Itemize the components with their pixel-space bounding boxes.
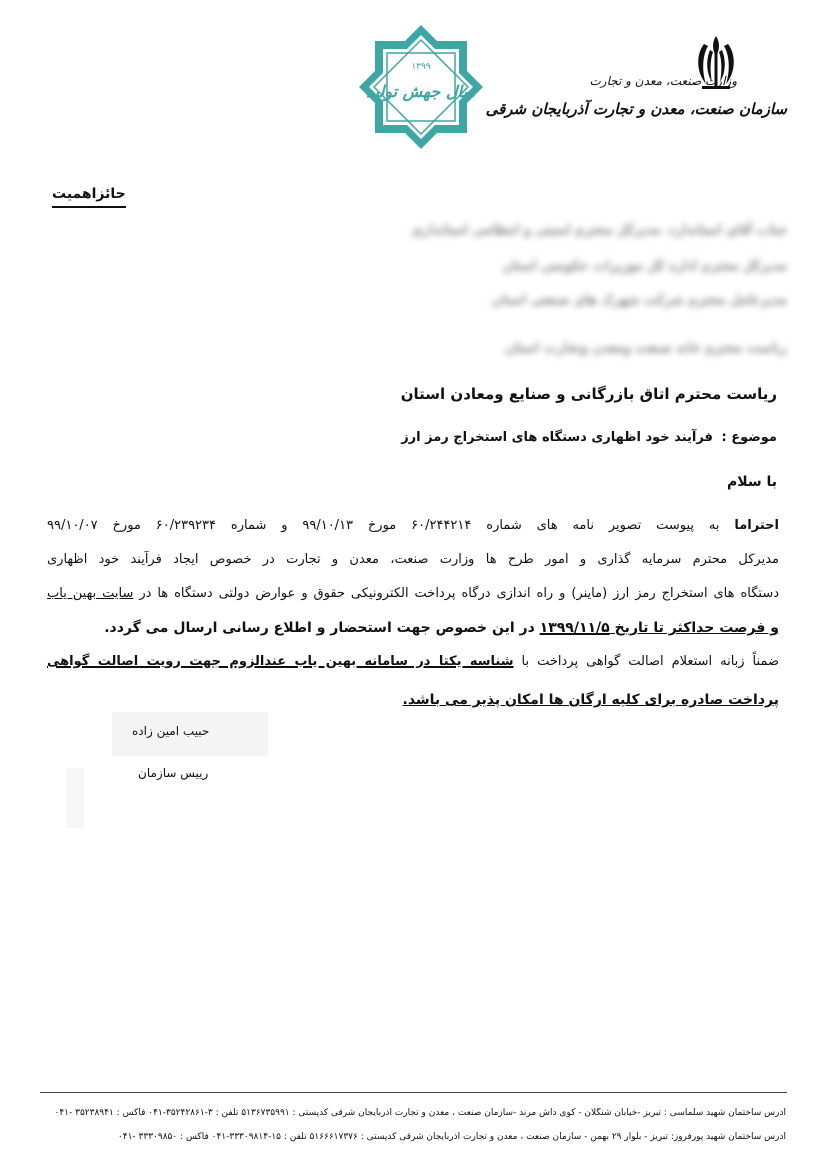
year-slogan-badge (356, 22, 486, 152)
site-name: سایت بهین یاب (47, 586, 134, 601)
subject-line (401, 430, 777, 445)
signer-title: رییس سازمان (138, 766, 209, 780)
subject-label: موضوع : (721, 430, 777, 445)
footer-address-1: آدرس ساختمان شهید سلماسی : تبریز -خیابان شنگلان - کوی داش مرند -سازمان صنعت ، معدن و تجارت آذربایجان شرقی کدپستی : ۵۱۳۶۷۳۵۹۹۱ تلفن : ۳-۳۵۲۴۲۸۶۱-۰۴۱ فاکس : ۳۵۲۳۸۹۴۱ -۰۴۱ (54, 1108, 786, 1118)
body-emphasis: شناسه یکتا در سامانه بهین یاب عندالزوم جهت رویت اصالت گواهی (47, 654, 514, 669)
addressee: ریاست محترم اتاق بازرگانی و صنایع ومعادن استان (400, 385, 777, 403)
footer-divider (40, 1092, 787, 1093)
recipient-line: مدیرکل محترم اداره کل موزیرات حکومتی استان (502, 258, 787, 274)
body-text: به پیوست تصویر نامه های شماره ۶۰/۲۴۴۲۱۴ مورخ ۹۹/۱۰/۱۳ و شماره ۶۰/۲۳۹۲۳۴ مورخ ۹۹/۱۰/۰۷ (47, 518, 735, 533)
body-line-3 (47, 586, 779, 601)
badge-slogan: سال جهش تولید (366, 82, 476, 101)
body-text: در این خصوص جهت استحضار و اطلاع رسانی ارسال می گردد. (104, 620, 540, 636)
recipient-line: ریاست محترم خانه صنعت ومعدن وتجارت استان (504, 340, 787, 356)
organization-name: سازمان صنعت، معدن و تجارت آذربایجان شرقی (485, 100, 787, 118)
body-text: دستگاه های استخراج رمز ارز (ماینر) و راه اندازی درگاه پرداخت الکترونیکی حقوق و عوارض دولتی دستگاه ها در (133, 586, 779, 601)
ministry-name: وزارت صنعت، معدن و تجارت (589, 74, 737, 88)
body-line-6 (47, 692, 779, 708)
recipient-line: مدیرعامل محترم شرکت شهرک های صنعتی استان (491, 292, 787, 308)
body-text: پرداخت صادره برای کلیه ارگان ها امکان پذیر می باشد. (402, 692, 779, 708)
body-lead: احتراما (734, 518, 779, 533)
signer-name: حبیب امین زاده (132, 724, 210, 738)
body-text: ضمناً زبانه استعلام اصالت گواهی پرداخت با (513, 654, 779, 669)
greeting: با سلام (726, 474, 777, 490)
body-line-4 (47, 620, 779, 636)
subject-text: فرآیند خود اظهاری دستگاه های استخراج رمز ارز (401, 430, 713, 445)
deadline-date: ۱۳۹۹/۱۱/۵ (539, 620, 610, 636)
badge-year: ۱۳۹۹ (411, 62, 431, 72)
footer-address-2: آدرس ساختمان شهید پورفروز: تبریز - بلوار ۲۹ بهمن - سازمان صنعت ، معدن و تجارت آذربایجان شرقی کدپستی : ۵۱۶۶۶۱۷۳۷۶ تلفن : ۱۵-۳۳۳۰۹۸۱۴-۰۴۱ فاکس : ۳۳۳۰۹۸۵۰ -۰۴۱ (117, 1132, 786, 1142)
body-line-2: مدیرکل محترم سرمایه گذاری و امور طرح ها وزارت صنعت، معدن و تجارت در خصوص ایجاد فرآیند خود اظهاری (47, 552, 779, 567)
body-line-5 (47, 654, 779, 669)
body-text: و فرصت حداکثر تا تاریخ (609, 620, 779, 636)
body-line-1 (47, 518, 779, 533)
recipient-line: جناب آقای استاندارد، مدیرکل محترم امنیتی و انتظامی استانداری (411, 222, 787, 238)
faded-mark (66, 768, 84, 828)
importance-label: حائزاهمیت (52, 186, 126, 208)
